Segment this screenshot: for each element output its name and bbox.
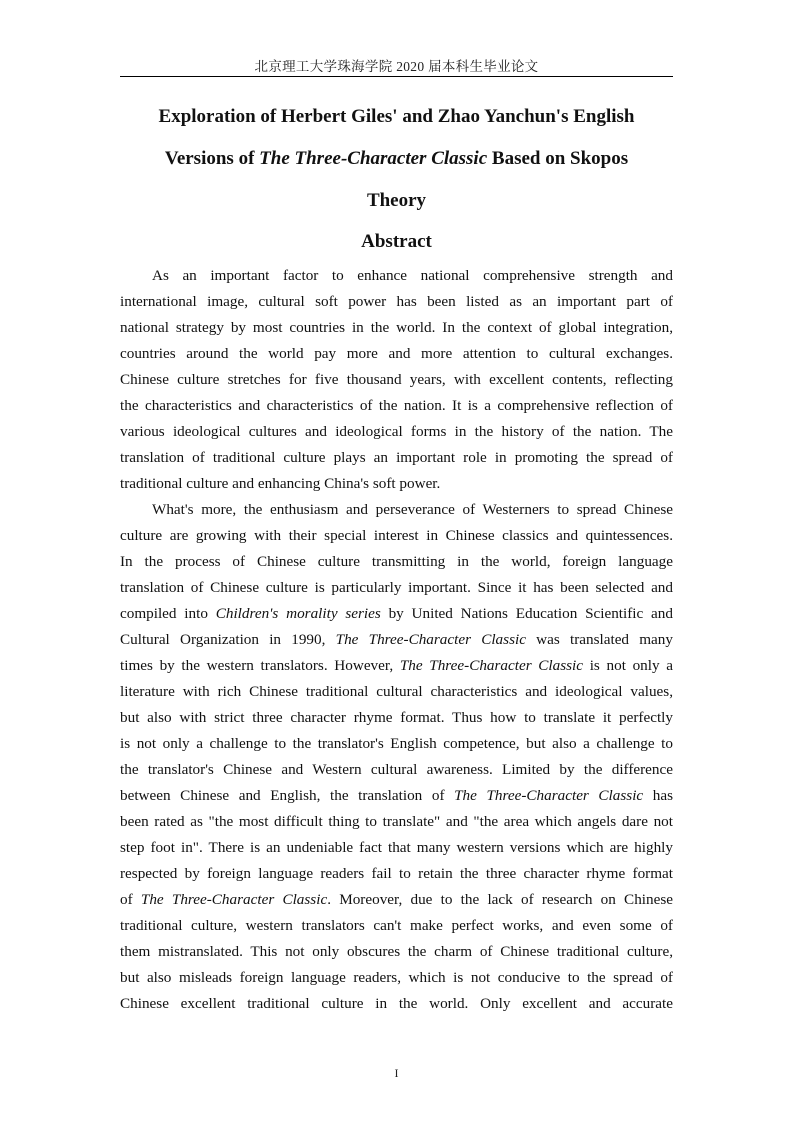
text-line: translation of traditional culture plays an important role in promoting the spread of: [120, 449, 673, 466]
title-italic-book: The Three-Character Classic: [259, 148, 488, 169]
text-line: but also misleads foreign language readers, which is not conducive to the spread of: [120, 969, 673, 986]
title-line-1: Exploration of Herbert Giles' and Zhao Yanchun's English: [158, 106, 635, 127]
italic-title: The Three-Character Classic: [335, 631, 526, 648]
text-line: respected by foreign language readers fail to retain the three character rhyme format: [120, 865, 673, 882]
text-line: As an important factor to enhance national comprehensive strength and: [152, 267, 673, 284]
text-line: the characteristics and characteristics of the nation. It is a comprehensive reflection of: [120, 397, 673, 414]
running-header: 北京理工大学珠海学院 2020 届本科生毕业论文: [254, 59, 539, 74]
text-line: but also with strict three character rhyme format. Thus how to translate it perfectly: [120, 709, 673, 726]
text-line: of The Three-Character Classic. Moreover, due to the lack of research on Chinese: [120, 891, 673, 908]
italic-title: The Three-Character Classic: [140, 891, 328, 908]
thesis-title: [120, 96, 673, 222]
text-line: traditional culture, western translators can't make perfect works, and even some of: [120, 917, 673, 934]
header-rule: [120, 76, 673, 77]
text-line: between Chinese and English, the translation of The Three-Character Classic has: [120, 787, 673, 804]
page-number: I: [394, 1066, 399, 1080]
text-line: them mistranslated. This not only obscures the charm of Chinese traditional culture,: [120, 943, 673, 960]
text-line: step foot in". There is an undeniable fact that many western versions which are highly: [120, 839, 673, 856]
italic-title: The Three-Character Classic: [399, 657, 584, 674]
text-line: international image, cultural soft power has been listed as an important part of: [120, 293, 673, 310]
text-line: In the process of Chinese culture transmitting in the world, foreign language: [120, 553, 673, 570]
text-line: national strategy by most countries in the world. In the context of global integration,: [120, 319, 673, 336]
text-line: countries around the world pay more and more attention to cultural exchanges.: [120, 345, 673, 362]
text-line: translation of Chinese culture is particularly important. Since it has been selected and: [120, 579, 673, 596]
text-line: the translator's Chinese and Western cultural awareness. Limited by the difference: [120, 761, 673, 778]
abstract-heading: Abstract: [361, 231, 432, 252]
italic-title: The Three-Character Classic: [454, 787, 644, 804]
text-line: Cultural Organization in 1990, The Three-Character Classic was translated many: [120, 631, 673, 648]
text-line: Chinese culture stretches for five thousand years, with excellent contents, reflecting: [120, 371, 673, 388]
text-line: various ideological cultures and ideological forms in the history of the nation. The: [120, 423, 673, 440]
text-line: culture are growing with their special interest in Chinese classics and quintessences.: [120, 527, 673, 544]
text-line: What's more, the enthusiasm and perseverance of Westerners to spread Chinese: [152, 501, 673, 518]
text-line: literature with rich Chinese traditional cultural characteristics and ideological values,: [120, 683, 673, 700]
italic-title: Children's morality series: [215, 605, 381, 622]
text-line: traditional culture and enhancing China's soft power.: [120, 475, 441, 492]
text-line: compiled into Children's morality series by United Nations Education Scientific and: [120, 605, 673, 622]
text-line: is not only a challenge to the translator's English competence, but also a challenge to: [120, 735, 673, 752]
title-line-2: Versions of The Three-Character Classic Based on Skopos: [164, 148, 629, 169]
title-line-3: Theory: [366, 190, 427, 211]
text-line: Chinese excellent traditional culture in the world. Only excellent and accurate: [120, 995, 673, 1012]
text-line: been rated as "the most difficult thing to translate" and "the area which angels dare not: [120, 813, 673, 830]
text-line: times by the western translators. However, The Three-Character Classic is not only a: [120, 657, 673, 674]
abstract-body: [120, 263, 673, 1017]
